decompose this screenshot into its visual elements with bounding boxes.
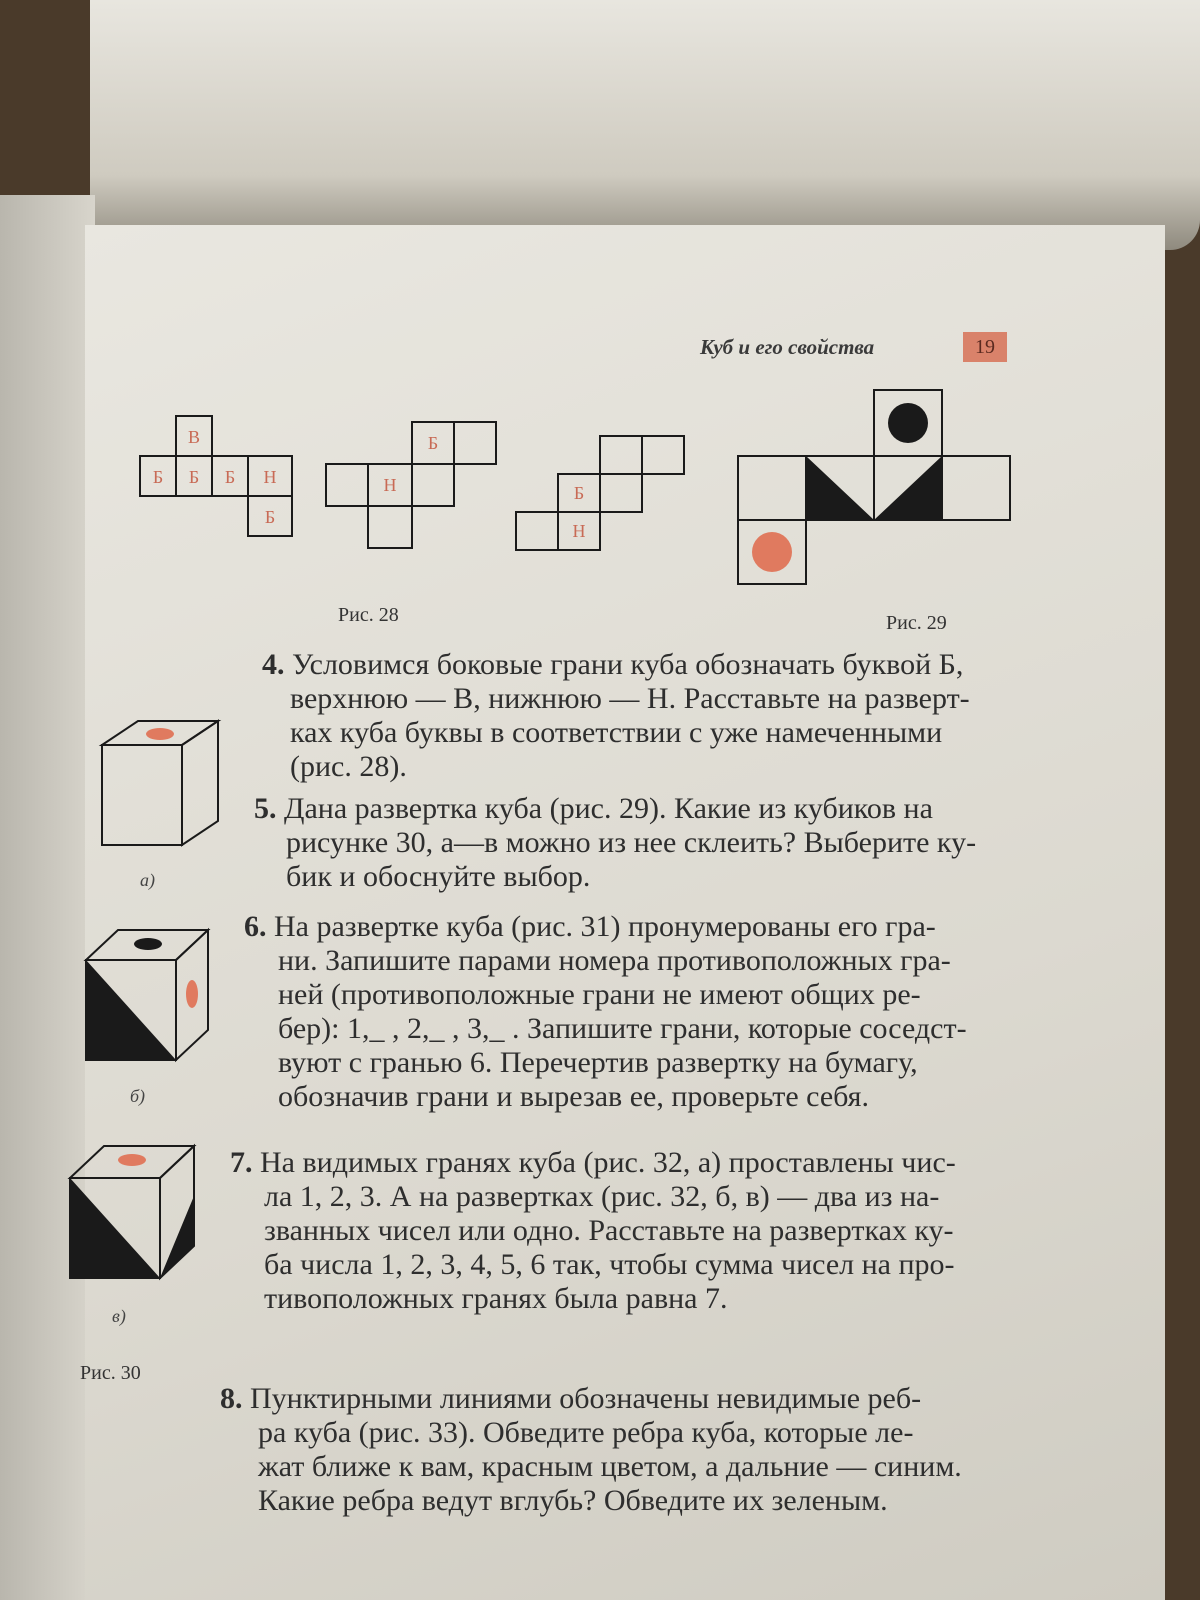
fig28-net1-label-3: Б [224,467,236,487]
task-line: ра куба (рис. 33). Обведите ребра куба, которые ле- [258,1416,914,1449]
task-number: 7. [230,1146,253,1179]
fig28-net1-label-2: Б [188,467,200,487]
fig29-red-dot [752,532,792,572]
fig28-net2-label-top: Б [427,433,439,453]
task-line: званных чисел или одно. Расставьте на развертках ку- [264,1214,954,1247]
task-6 [244,910,1064,1114]
fig28-net2-label-mid: Н [383,475,397,495]
task-line: обозначив грани и вырезав ее, проверьте себя. [278,1080,869,1113]
task-line: бер): 1,_ , 2,_ , 3,_ . Запишите грани, которые соседст- [278,1012,967,1045]
task-line: рисунке 30, а—в можно из нее склеить? Выберите ку- [286,826,977,859]
task-line: На развертке куба (рис. 31) пронумерованы его гра- [274,910,936,943]
fig29-caption: Рис. 29 [886,612,947,634]
task-line: На видимых гранях куба (рис. 32, а) проставлены чис- [260,1146,956,1179]
task-line: ла 1, 2, 3. А на развертках (рис. 32, б, в) — два из на- [264,1180,940,1213]
fig30-sub-a: а) [140,870,155,890]
task-8 [220,1382,1080,1518]
task-line: Какие ребра ведут вглубь? Обведите их зеленым. [258,1484,888,1517]
task-line: бик и обоснуйте выбор. [286,860,591,893]
task-number: 6. [244,910,267,943]
task-line: тивоположных гранях была равна 7. [264,1282,728,1315]
task-line: ба числа 1, 2, 3, 4, 5, 6 так, чтобы сумма чисел на про- [264,1248,955,1281]
fig28-net1-label-4: Н [263,467,277,487]
fig28-net1-label-1: Б [152,467,164,487]
task-number: 4. [262,648,285,681]
fig28-net1-label-top: В [187,427,201,447]
task-line: Дана развертка куба (рис. 29). Какие из кубиков на [284,792,933,825]
task-line: ках куба буквы в соответствии с уже намеченными [290,716,943,749]
fig30-cube-b [86,930,208,1060]
fig28-net3-label-2: Н [572,521,586,541]
fig30-sub-b: б) [130,1086,146,1106]
task-number: 5. [254,792,277,825]
task-line: вуют с гранью 6. Перечертив развертку на бумагу, [278,1046,918,1079]
task-line: Пунктирными линиями обозначены невидимые реб- [250,1382,922,1415]
task-line: жат ближе к вам, красным цветом, а дальние — синим. [258,1450,962,1483]
task-line: ни. Запишите парами номера противоположных гра- [278,944,951,977]
fig30-caption: Рис. 30 [80,1362,141,1384]
task-7 [230,1146,1070,1316]
task-number: 8. [220,1382,243,1415]
task-5 [254,792,1064,894]
fig30-cube-c [70,1146,194,1278]
task-line: Условимся боковые грани куба обозначать буквой Б, [292,648,964,681]
fig30-sub-c: в) [112,1306,126,1326]
fig28-net2 [326,422,496,548]
task-line: верхнюю — В, нижнюю — Н. Расставьте на разверт- [290,682,970,715]
task-line: ней (противоположные грани не имеют общих ре- [278,978,921,1011]
task-line: (рис. 28). [290,750,407,783]
fig28-net3 [516,436,684,550]
task-4 [262,648,1062,784]
fig28-caption: Рис. 28 [338,604,399,626]
fig28-net1-label-5: Б [264,507,276,527]
running-title: Куб и его свойства [700,335,875,359]
fig30-cube-a-dot [146,728,174,740]
page-number: 19 [963,332,1007,362]
fig28-net3-label-1: Б [573,483,585,503]
